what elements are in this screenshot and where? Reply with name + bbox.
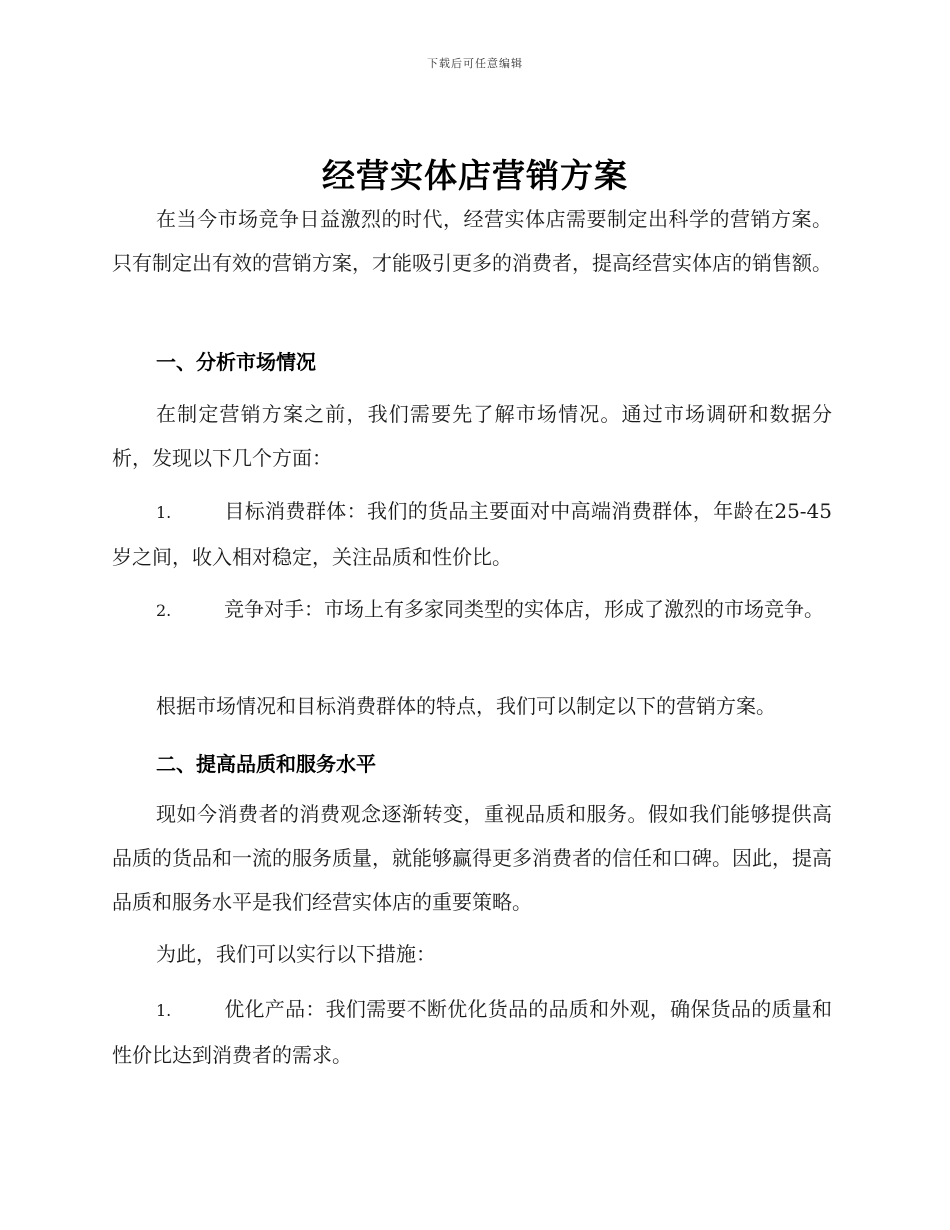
list-item [112, 987, 832, 1077]
section2-heading: 二、提高品质和服务水平 [156, 752, 376, 776]
intro-paragraph: 在当今市场竞争日益激烈的时代，经营实体店需要制定出科学的营销方案。只有制定出有效的营销方案，才能吸引更多的消费者，提高经营实体店的销售额。 [112, 207, 832, 275]
list-item-text: 优化产品：我们需要不断优化货品的品质和外观，确保货品的质量和性价比达到消费者的需求。 [112, 997, 832, 1067]
section1-conclusion: 根据市场情况和目标消费群体的特点，我们可以制定以下的营销方案。 [156, 694, 776, 718]
list-item-text: 目标消费群体：我们的货品主要面对中高端消费群体，年龄在25-45岁之间，收入相对稳定，关注品质和性价比。 [112, 499, 832, 569]
header-note: 下载后可任意编辑 [427, 57, 523, 70]
section2-paragraph: 现如今消费者的消费观念逐渐转变，重视品质和服务。假如我们能够提供高品质的货品和一流的服务质量，就能够赢得更多消费者的信任和口碑。因此，提高品质和服务水平是我们经营实体店的重要策略。 [112, 802, 832, 914]
section2-lead: 为此，我们可以实行以下措施： [156, 942, 436, 966]
list-item-number: 1. [156, 503, 172, 522]
list-item-text: 竞争对手：市场上有多家同类型的实体店，形成了激烈的市场竞争。 [224, 597, 824, 621]
list-item-number: 1. [156, 1001, 172, 1020]
document-title: 经营实体店营销方案 [322, 156, 628, 195]
list-item [112, 587, 832, 633]
list-item-number: 2. [156, 601, 172, 620]
list-item [112, 489, 832, 579]
section1-heading: 一、分析市场情况 [156, 350, 316, 374]
section1-paragraph: 在制定营销方案之前，我们需要先了解市场情况。通过市场调研和数据分析，发现以下几个方面： [112, 402, 832, 470]
